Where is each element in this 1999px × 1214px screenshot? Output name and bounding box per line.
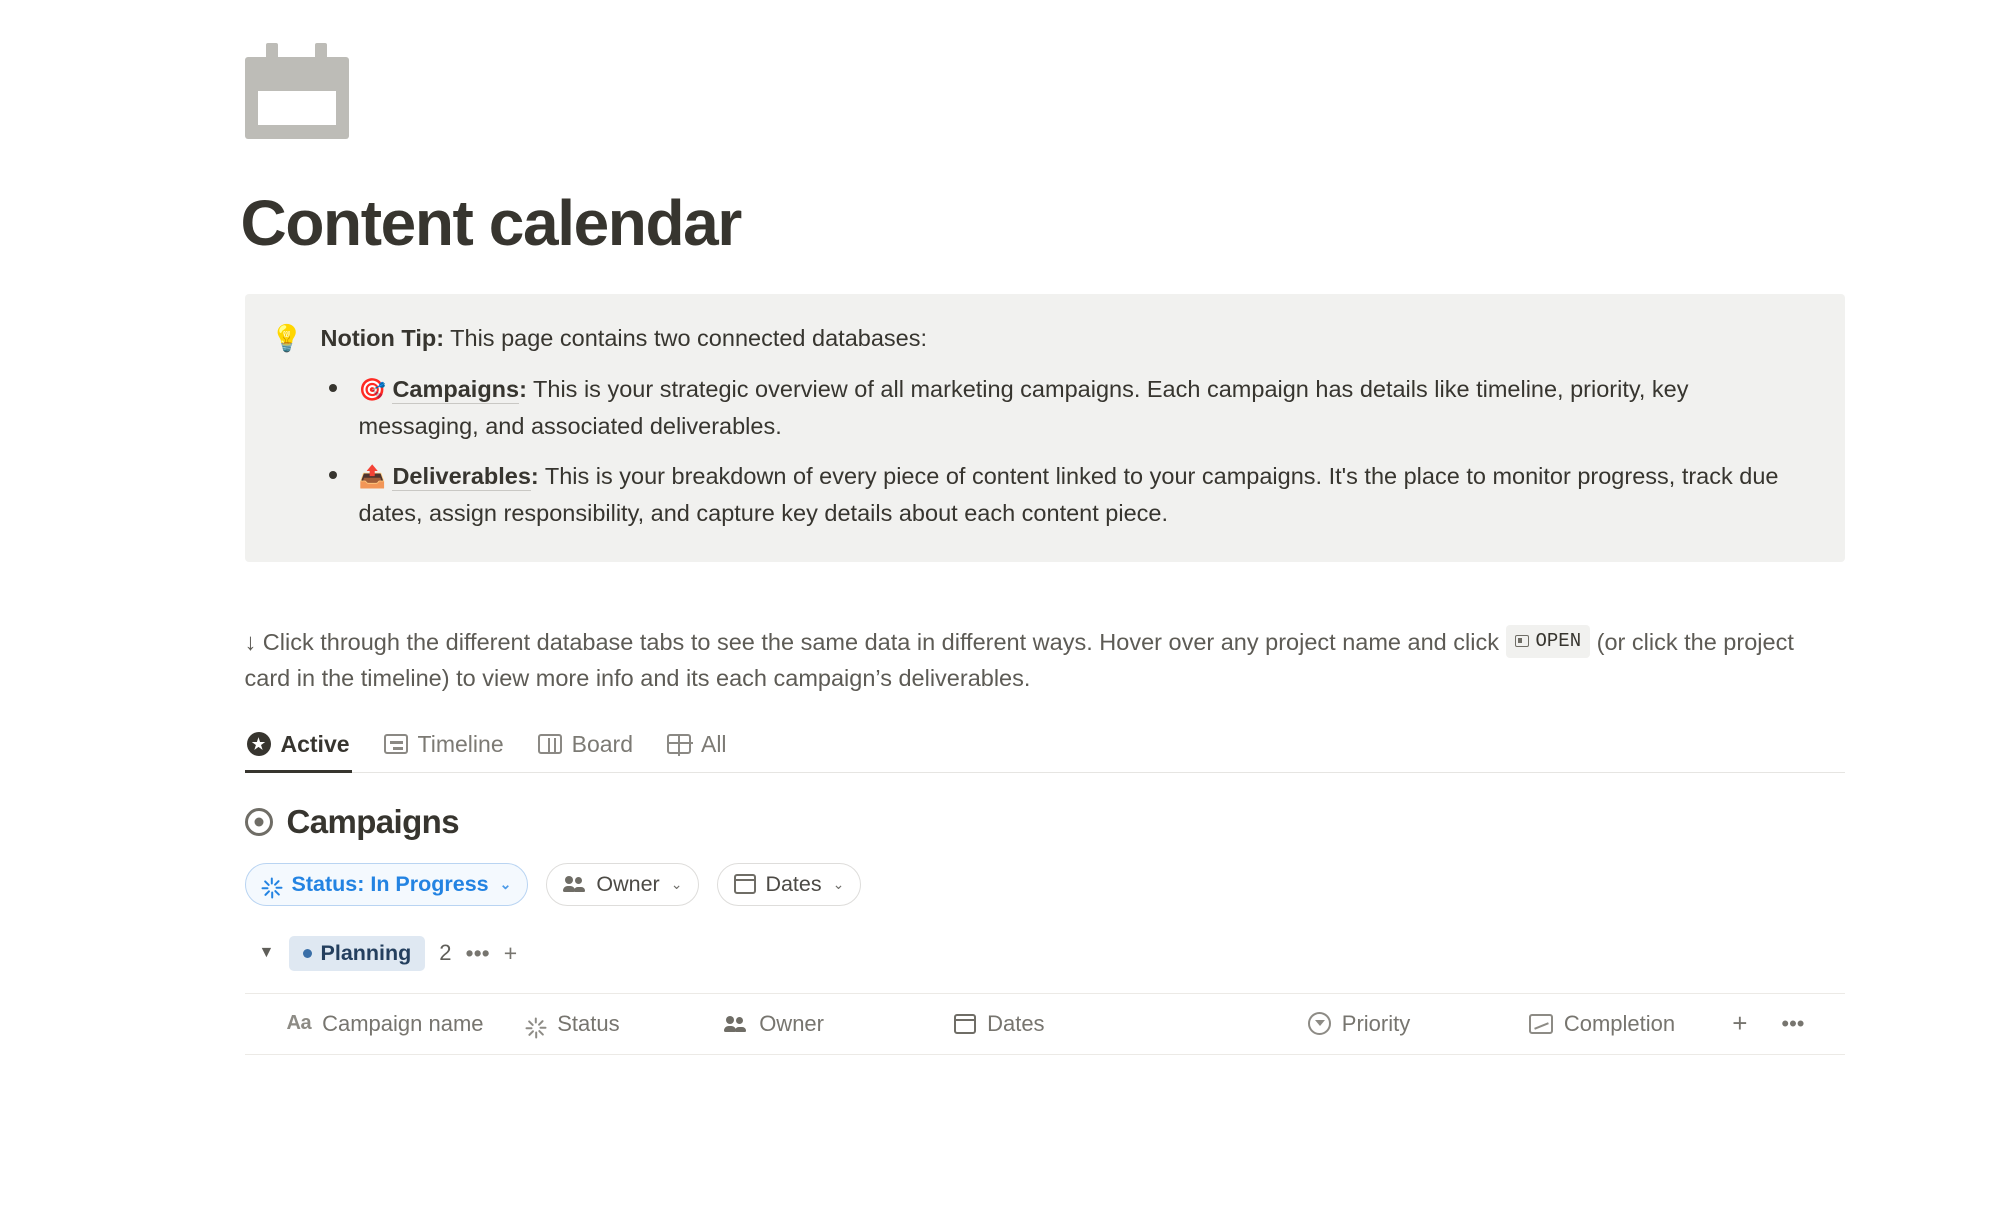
campaigns-description: This is your strategic overview of all marketing campaigns. Each campaign has details like timeline, priority, key messaging, and associated deliverables. — [358, 376, 1689, 439]
filter-label: Status: In Progress — [291, 871, 489, 896]
bullet-icon — [329, 384, 337, 392]
group-header-planning — [245, 936, 1845, 971]
column-label: Dates — [987, 1010, 1045, 1036]
add-column-button[interactable]: + — [1732, 1008, 1748, 1039]
tab-label: All — [700, 730, 727, 757]
tab-timeline[interactable] — [382, 725, 506, 772]
column-label: Campaign name — [322, 1010, 484, 1036]
hint-prefix: ↓ Click through the different database tabs to see the same data in different ways. Hover over any project name and click — [244, 628, 1499, 655]
tabs-hint-text — [245, 624, 1845, 697]
column-header-dates[interactable] — [954, 1011, 1308, 1037]
group-badge-label: Planning — [320, 940, 412, 965]
collapse-caret-icon[interactable]: ▼ — [258, 944, 275, 962]
deliverables-colon: : — [530, 463, 539, 490]
people-icon — [563, 875, 587, 893]
callout-list — [321, 371, 1813, 532]
chevron-down-icon: ⌄ — [499, 875, 512, 892]
filter-bar — [245, 863, 1845, 906]
campaigns-database-link[interactable]: Campaigns — [392, 376, 520, 403]
deliverables-database-link[interactable]: Deliverables — [392, 463, 531, 490]
hint-suffix: (or click the project card in the timeline) to view more info and its each campaign’s deliverables. — [244, 628, 1794, 692]
notion-tip-callout — [245, 294, 1845, 561]
status-badge[interactable] — [289, 936, 426, 971]
database-view-tabs — [245, 725, 1845, 773]
list-item — [321, 458, 1813, 531]
tab-board[interactable] — [536, 725, 635, 772]
notion-page — [0, 38, 1999, 1214]
open-chip — [1506, 625, 1591, 659]
target-emoji-icon: 🎯 — [358, 377, 386, 403]
column-label: Status — [557, 1010, 620, 1036]
group-add-icon[interactable]: + — [503, 939, 518, 966]
deliverables-description: This is your breakdown of every piece of content linked to your campaigns. It's the place to monitor progress, track due dates, assign responsibility, and capture key details about each content piece. — [358, 463, 1779, 527]
filter-dates[interactable] — [717, 863, 861, 906]
priority-icon — [1308, 1012, 1331, 1035]
target-icon — [245, 808, 273, 836]
tab-label: Timeline — [417, 730, 504, 757]
date-icon — [734, 874, 756, 894]
table-icon — [667, 734, 691, 754]
chevron-down-icon: ⌄ — [832, 875, 845, 892]
board-icon — [538, 734, 562, 754]
calendar-icon — [245, 43, 349, 139]
database-header — [245, 803, 1845, 841]
bullet-icon — [329, 471, 337, 479]
callout-body — [321, 320, 1813, 531]
table-header-row — [245, 993, 1845, 1055]
table-more-button[interactable]: ••• — [1781, 1010, 1805, 1036]
callout-lead — [321, 320, 1813, 357]
table-header-actions — [1732, 1008, 1844, 1039]
chevron-down-icon: ⌄ — [670, 875, 683, 892]
filter-label: Owner — [596, 871, 660, 896]
tab-active[interactable] — [245, 725, 352, 772]
page-content — [100, 38, 1900, 1055]
outbox-emoji-icon: 📤 — [358, 464, 386, 490]
lightbulb-icon: 💡 — [270, 323, 303, 354]
column-header-status[interactable] — [525, 1011, 724, 1037]
filter-label: Dates — [765, 871, 822, 896]
callout-lead-text: This page contains two connected databases: — [444, 325, 928, 352]
people-icon — [724, 1015, 748, 1033]
list-item — [321, 371, 1813, 444]
open-chip-label: OPEN — [1535, 629, 1582, 652]
tab-all[interactable] — [665, 725, 729, 772]
status-icon — [525, 1013, 546, 1034]
database-title[interactable]: Campaigns — [286, 802, 459, 840]
filter-status[interactable] — [245, 863, 529, 906]
group-count: 2 — [439, 940, 452, 966]
star-icon: ★ — [247, 732, 271, 756]
column-label: Priority — [1341, 1010, 1411, 1036]
column-label: Owner — [759, 1010, 824, 1036]
column-header-campaign-name[interactable] — [287, 1011, 526, 1037]
column-header-priority[interactable] — [1308, 1011, 1529, 1037]
column-label: Completion — [1563, 1010, 1676, 1036]
page-icon[interactable] — [245, 38, 351, 144]
tab-label: Board — [571, 730, 633, 757]
status-dot-icon — [303, 949, 312, 958]
filter-owner[interactable] — [546, 863, 699, 906]
calendar-inner — [258, 91, 336, 125]
status-icon — [262, 874, 283, 895]
timeline-icon — [384, 734, 408, 754]
campaigns-colon: : — [519, 376, 527, 403]
tab-label: Active — [280, 730, 350, 757]
chart-icon — [1529, 1014, 1553, 1034]
date-icon — [954, 1014, 976, 1034]
page-title[interactable]: Content calendar — [240, 187, 741, 259]
callout-lead-bold: Notion Tip: — [320, 325, 445, 352]
document-icon — [1515, 635, 1529, 647]
group-more-icon[interactable]: ••• — [465, 939, 490, 966]
aa-icon: Aa — [286, 1012, 312, 1035]
column-header-owner[interactable] — [724, 1011, 954, 1037]
column-header-completion[interactable] — [1529, 1011, 1732, 1037]
